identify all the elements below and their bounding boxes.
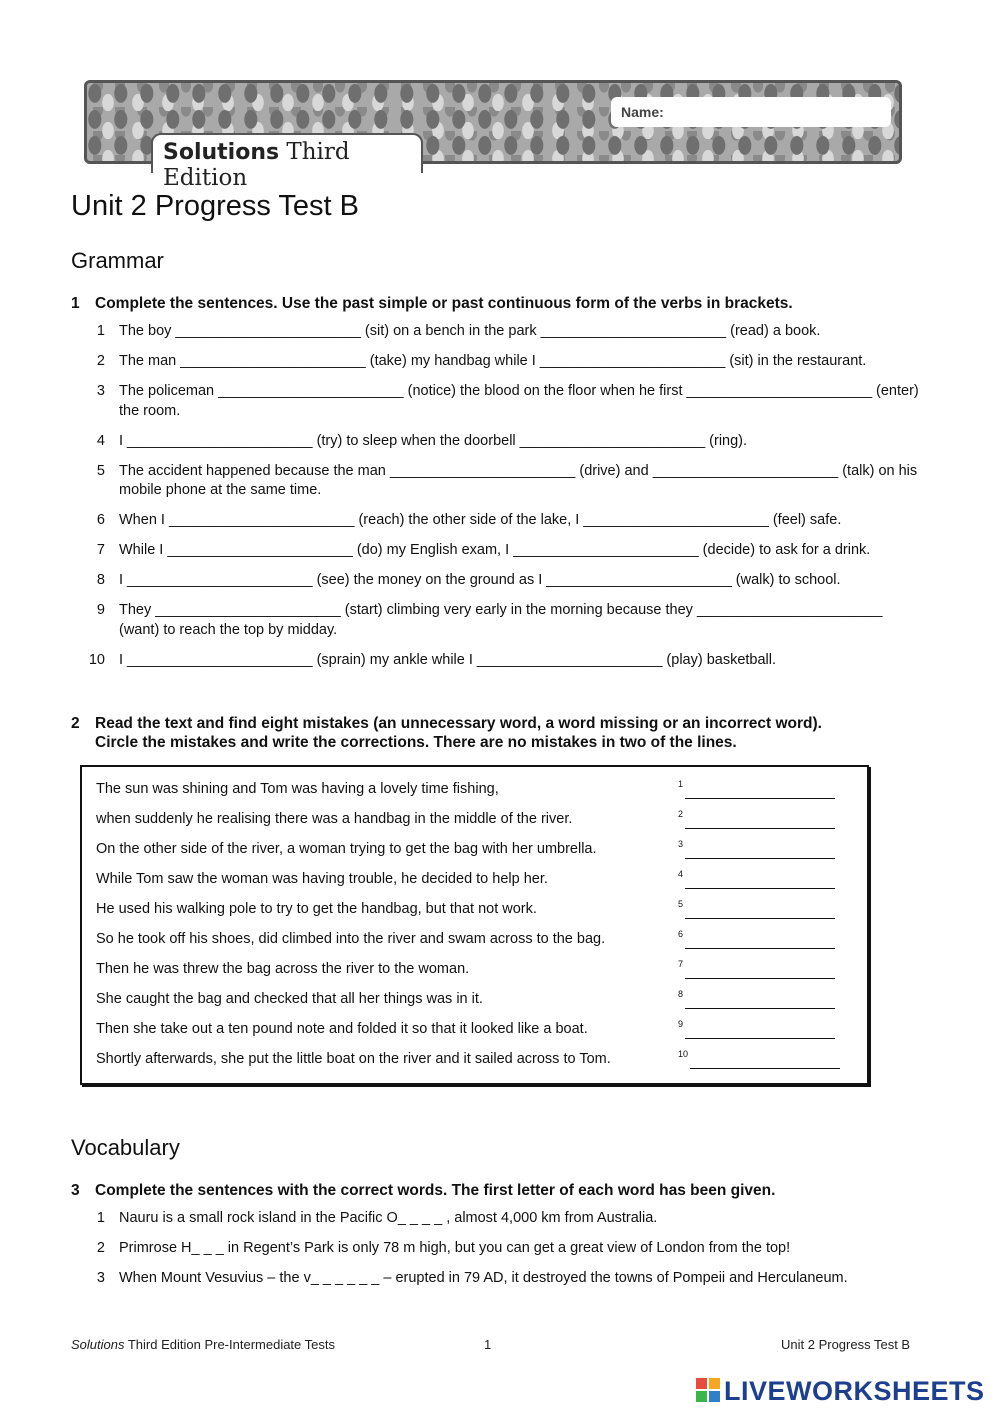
name-label: Name: — [621, 104, 664, 120]
list-item: 3 The policeman _______________________ (notice) the blood on the floor when he first _______________________ (enter) the room. — [96, 383, 919, 419]
footer-right: Unit 2 Progress Test B — [781, 1337, 911, 1352]
name-field[interactable] — [611, 97, 891, 127]
ex1-list — [86, 322, 926, 681]
answer-field[interactable]: 3 — [678, 841, 835, 859]
text-line: The sun was shining and Tom was having a lovely time fishing, — [96, 781, 499, 797]
list-item: 5 The accident happened because the man _______________________ (drive) and _______________________ (talk) on his mobile phone at the same time. — [96, 462, 918, 498]
answer-field[interactable]: 5 — [678, 901, 835, 919]
answer-field[interactable]: 8 — [678, 991, 835, 1009]
list-item: 1 Nauru is a small rock island in the Pacific O_ _ _ _ , almost 4,000 km from Australia. — [96, 1210, 658, 1226]
ex2-instruction-line1: Read the text and find eight mistakes (an unnecessary word, a word missing or an incorrect word). — [95, 715, 822, 732]
ex1-number: 1 — [71, 295, 80, 312]
list-item: 2 The man _______________________ (take) my handbag while I _______________________ (sit) in the restaurant. — [96, 353, 867, 369]
ex3-list — [86, 1209, 926, 1299]
answer-field[interactable]: 6 — [678, 931, 835, 949]
header-banner — [84, 80, 902, 191]
answer-field[interactable]: 4 — [678, 871, 835, 889]
text-line: Then he was threw the bag across the river to the woman. — [96, 961, 470, 977]
section-heading-grammar: Grammar — [71, 248, 164, 273]
footer-title: Third Edition Pre-Intermediate Tests — [124, 1337, 335, 1352]
list-item: 10 I _______________________ (sprain) my ankle while I _______________________ (play) basketball. — [88, 651, 777, 668]
text-line: On the other side of the river, a woman trying to get the bag with her umbrella. — [96, 841, 597, 857]
ex3-number: 3 — [71, 1182, 80, 1199]
list-item: 3 When Mount Vesuvius – the v_ _ _ _ _ _ – erupted in 79 AD, it destroyed the towns of Pompeii and Herculaneum. — [96, 1270, 848, 1286]
section-heading-vocabulary: Vocabulary — [71, 1135, 180, 1160]
answer-field[interactable]: 7 — [678, 961, 835, 979]
brand-name-bold: Solutions — [163, 140, 280, 165]
text-line: Then she take out a ten pound note and folded it so that it looked like a boat. — [96, 1021, 588, 1037]
text-line: She caught the bag and checked that all her things was in it. — [96, 991, 483, 1007]
text-line: He used his walking pole to try to get the handbag, but that not work. — [96, 901, 537, 917]
list-item: 7 While I _______________________ (do) my English exam, I _______________________ (decide) to ask for a drink. — [96, 542, 871, 558]
answer-field[interactable]: 10 — [678, 1051, 840, 1069]
list-item: 6 When I _______________________ (reach) the other side of the lake, I _______________________ (feel) safe. — [96, 512, 842, 528]
list-item: 1 The boy _______________________ (sit) on a bench in the park _______________________ (read) a book. — [96, 323, 821, 339]
ex2-text-box — [80, 765, 869, 1085]
text-line: So he took off his shoes, did climbed into the river and swam across to the bag. — [96, 931, 606, 947]
list-item: 8 I _______________________ (see) the money on the ground as I _______________________ (walk) to school. — [96, 572, 841, 588]
footer-series: Solutions — [71, 1337, 125, 1352]
text-line: when suddenly he realising there was a handbag in the middle of the river. — [96, 811, 573, 827]
page-number: 1 — [484, 1337, 492, 1352]
answer-field[interactable]: 9 — [678, 1021, 835, 1039]
list-item: 9 They _______________________ (start) climbing very early in the morning because they _______________________ (want) to reach the top by midday. — [96, 602, 883, 638]
text-line: While Tom saw the woman was having trouble, he decided to help her. — [96, 871, 548, 887]
liveworksheets-mark-icon — [696, 1378, 722, 1404]
ex2-instruction — [71, 714, 822, 752]
page-title: Unit 2 Progress Test B — [71, 190, 359, 222]
ex2-instruction-line2: Circle the mistakes and write the corrections. There are no mistakes in two of the lines. — [95, 734, 737, 751]
footer-left — [71, 1337, 335, 1352]
answer-field[interactable]: 1 — [678, 781, 835, 799]
answer-field[interactable]: 2 — [678, 811, 835, 829]
ex1-instruction-text: Complete the sentences. Use the past simple or past continuous form of the verbs in brackets. — [95, 295, 793, 312]
ex3-instruction-text: Complete the sentences with the correct words. The first letter of each word has been given. — [95, 1182, 776, 1199]
list-item: 4 I _______________________ (try) to sleep when the doorbell _______________________ (ring). — [96, 432, 748, 449]
text-line: Shortly afterwards, she put the little boat on the river and it sailed across to Tom. — [96, 1051, 611, 1067]
ex3-instruction — [71, 1181, 775, 1200]
liveworksheets-wordmark: LIVEWORKSHEETS — [724, 1376, 985, 1406]
brand-name-edition: Third Edition — [163, 139, 350, 191]
ex2-number: 2 — [71, 715, 80, 732]
list-item: 2 Primrose H_ _ _ in Regent’s Park is only 78 m high, but you can get a great view of London from the top! — [96, 1240, 791, 1256]
ex1-instruction — [71, 294, 793, 313]
liveworksheets-logo — [696, 1376, 985, 1407]
brand-logo — [151, 133, 423, 191]
